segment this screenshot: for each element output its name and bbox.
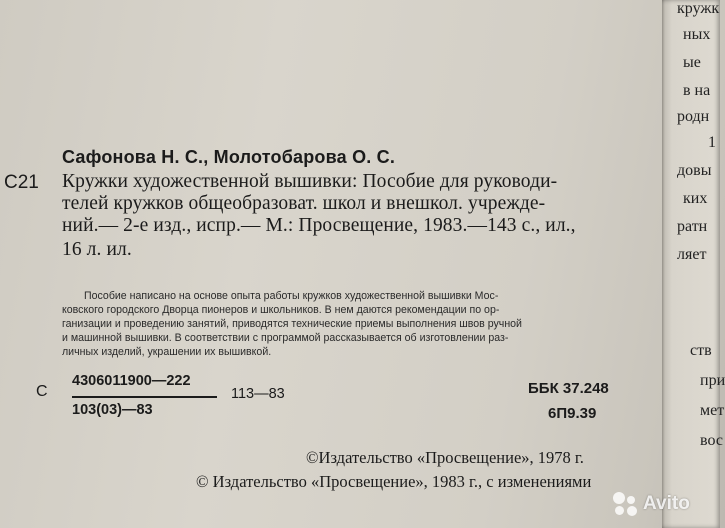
annotation-line: ганизации и проведению занятий, приводятся технические приемы выполнения швов ручной	[62, 318, 522, 330]
bbk-secondary-code: 6П9.39	[548, 405, 597, 422]
catalog-numerator: 4306011900—222	[72, 373, 191, 389]
annotation-line: ковского городского Дворца пионеров и школьников. В нем даются рекомендации по ор-	[62, 304, 500, 316]
bbk-code: ББК 37.248	[528, 380, 609, 397]
adjacent-page-fragment: ратн	[677, 218, 708, 235]
copyright-1983: © Издательство «Просвещение», 1983 г., с изменениями	[196, 472, 592, 491]
adjacent-page-fragment: ных	[683, 26, 711, 43]
annotation-line: Пособие написано на основе опыта работы кружков художественной вышивки Мос-	[84, 290, 499, 302]
copyright-1978: ©Издательство «Просвещение», 1978 г.	[306, 448, 584, 467]
catalog-denominator: 103(03)—83	[72, 402, 153, 418]
adjacent-page-fragment: ляет	[677, 246, 707, 263]
adjacent-page-fragment: в на	[683, 82, 711, 99]
adjacent-page-fragment: кружк	[677, 0, 720, 17]
adjacent-page-fragment: ств	[690, 342, 712, 359]
avito-logo-icon	[612, 491, 638, 517]
watermark	[612, 488, 716, 520]
adjacent-page-fragment: вос	[700, 432, 723, 449]
description-line: телей кружков общеобразоват. школ и внешкол. учрежде-	[62, 193, 546, 214]
description-line: ний.— 2-е изд., испр.— М.: Просвещение, 1983.—143 с., ил.,	[62, 215, 576, 236]
adjacent-page-fragment: мет	[700, 402, 725, 419]
description-line: Кружки художественной вышивки: Пособие для руководи-	[62, 171, 558, 192]
adjacent-page-fragment: ких	[683, 190, 708, 207]
adjacent-page-fragment: при	[700, 372, 725, 389]
annotation-line: и машинной вышивки. В соответствии с программой рассказывается об изготовлении раз-	[62, 332, 509, 344]
description-line: 16 л. ил.	[62, 239, 132, 260]
watermark-text: Avito	[643, 493, 690, 514]
adjacent-page-fragment: ые	[683, 54, 701, 71]
adjacent-page-fragment: довы	[677, 162, 712, 179]
fraction-bar	[72, 396, 217, 398]
adjacent-page-fragment: 1	[708, 134, 716, 151]
author-line: Сафонова Н. С., Молотобарова О. С.	[62, 147, 396, 167]
adjacent-page-fragment: родн	[677, 108, 710, 125]
catalog-right-code: 113—83	[231, 386, 285, 402]
library-index: С21	[4, 172, 39, 193]
catalog-letter: С	[36, 383, 48, 400]
annotation-line: личных изделий, украшении их вышивкой.	[62, 346, 272, 358]
